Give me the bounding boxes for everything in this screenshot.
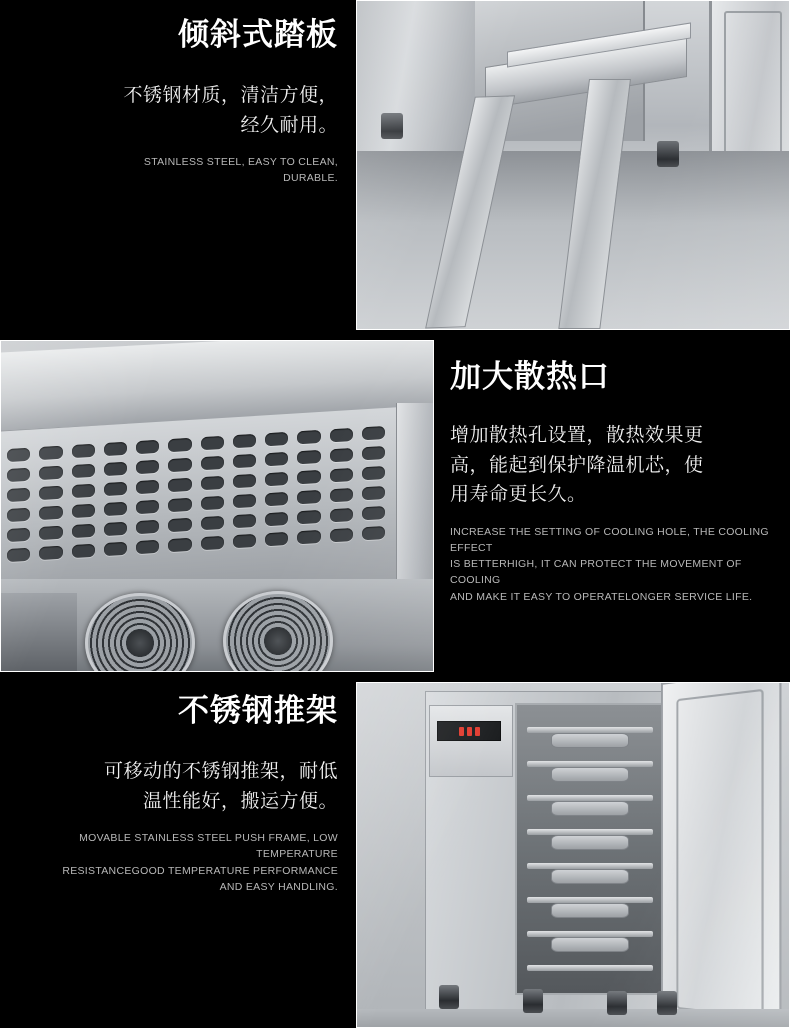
vent-slot <box>72 504 95 518</box>
vent-slot <box>233 434 256 448</box>
vent-slot <box>297 450 320 464</box>
photo3-temperature-display <box>437 721 501 741</box>
photo2-vent-slot-grid <box>7 426 385 581</box>
vent-slot <box>7 488 30 502</box>
vent-slot <box>330 508 353 522</box>
photo3-tray <box>551 801 629 816</box>
photo3-control-panel <box>429 705 513 777</box>
body-en-line-2: DURABLE. <box>283 172 338 185</box>
vent-slot <box>297 430 320 444</box>
fan-hub <box>127 630 153 656</box>
vent-slot <box>39 446 62 460</box>
vent-slot <box>104 462 127 476</box>
photo3-tray <box>551 869 629 884</box>
vent-slot <box>136 460 159 474</box>
photo3-tray <box>551 937 629 952</box>
photo3-inner-chamber <box>515 703 665 995</box>
body-en-line-3: AND EASY HANDLING. <box>219 880 338 893</box>
photo-tilted-step-plate <box>356 0 790 330</box>
vent-slot <box>168 458 191 472</box>
photo3-caster-3 <box>607 991 627 1015</box>
vent-slot <box>39 526 62 540</box>
vent-slot <box>233 514 256 528</box>
vent-slot <box>7 548 30 562</box>
vent-slot <box>362 446 385 460</box>
photo3-caster-4 <box>657 991 677 1015</box>
vent-slot <box>72 444 95 458</box>
vent-slot <box>7 448 30 462</box>
display-digit <box>475 727 480 736</box>
body-en-line-3: AND MAKE IT EASY TO OPERATELONGER SERVICE LIFE. <box>450 590 753 603</box>
vent-slot <box>265 452 288 466</box>
photo3-open-door <box>661 682 782 1028</box>
section-stainless-steel-push-frame <box>0 682 790 1028</box>
vent-slot <box>136 480 159 494</box>
vent-slot <box>297 510 320 524</box>
body-en-line-2: RESISTANCEGOOD TEMPERATURE PERFORMANCE <box>62 864 338 877</box>
vent-slot <box>233 474 256 488</box>
heading-stainless-steel-push-frame: 不锈钢推架 <box>178 693 338 728</box>
vent-slot <box>72 464 95 478</box>
vent-slot <box>362 506 385 520</box>
body-en-line-1: STAINLESS STEEL, EASY TO CLEAN, <box>143 156 338 169</box>
vent-slot <box>72 484 95 498</box>
vent-slot <box>72 544 95 558</box>
vent-slot <box>168 518 191 532</box>
body-cn-line-2: 经久耐用。 <box>240 114 338 136</box>
vent-slot <box>104 542 127 556</box>
vent-slot <box>265 512 288 526</box>
vent-slot <box>39 486 62 500</box>
vent-slot <box>7 468 30 482</box>
vent-slot <box>201 476 224 490</box>
heading-enlarged-cooling-vent: 加大散热口 <box>450 359 610 394</box>
vent-slot <box>330 448 353 462</box>
vent-slot <box>104 482 127 496</box>
vent-slot <box>362 426 385 440</box>
body-cn-line-1: 不锈钢材质，清洁方便， <box>123 85 338 107</box>
vent-slot <box>201 516 224 530</box>
text-block-stainless-steel-push-frame <box>16 692 338 895</box>
section-tilted-step-plate <box>0 0 790 340</box>
display-digit <box>459 727 464 736</box>
vent-slot <box>362 486 385 500</box>
vent-slot <box>330 428 353 442</box>
vent-slot <box>233 494 256 508</box>
body-cn-line-1: 可移动的不锈钢推架，耐低 <box>103 761 338 783</box>
vent-slot <box>201 436 224 450</box>
vent-slot <box>265 532 288 546</box>
photo1-cabinet-left <box>357 1 479 151</box>
vent-slot <box>104 522 127 536</box>
body-en-line-1: MOVABLE STAINLESS STEEL PUSH FRAME, LOW TEMPERATURE <box>79 832 338 861</box>
photo2-left-column <box>1 593 77 672</box>
body-en-line-1: INCREASE THE SETTING OF COOLING HOLE, THE COOLING EFFECT <box>450 525 769 554</box>
photo3-caster-2 <box>523 989 543 1013</box>
text-block-enlarged-cooling-vent <box>450 358 772 605</box>
vent-slot <box>104 502 127 516</box>
vent-slot <box>330 468 353 482</box>
vent-slot <box>168 498 191 512</box>
vent-slot <box>72 524 95 538</box>
vent-slot <box>297 490 320 504</box>
vent-slot <box>7 528 30 542</box>
photo3-tray <box>551 733 629 748</box>
vent-slot <box>39 466 62 480</box>
vent-slot <box>136 540 159 554</box>
body-en-line-2: IS BETTERHIGH, IT CAN PROTECT THE MOVEMENT OF COOLING <box>450 558 742 587</box>
vent-slot <box>136 440 159 454</box>
heading-tilted-step-plate: 倾斜式踏板 <box>178 17 338 52</box>
vent-slot <box>168 478 191 492</box>
vent-slot <box>330 488 353 502</box>
vent-slot <box>201 496 224 510</box>
vent-slot <box>136 520 159 534</box>
display-digit <box>467 727 472 736</box>
vent-slot <box>362 526 385 540</box>
vent-slot <box>233 534 256 548</box>
photo3-shelf <box>527 965 653 971</box>
photo3-caster-1 <box>439 985 459 1009</box>
vent-slot <box>362 466 385 480</box>
photo-push-frame <box>356 682 790 1028</box>
body-cn-line-3: 用寿命更长久。 <box>450 484 587 506</box>
body-cn-line-1: 增加散热孔设置，散热效果更 <box>450 425 704 447</box>
vent-slot <box>7 508 30 522</box>
text-block-tilted-step-plate <box>20 16 338 187</box>
body-cn-line-2: 温性能好，搬运方便。 <box>142 790 338 812</box>
vent-slot <box>201 456 224 470</box>
vent-slot <box>265 432 288 446</box>
vent-slot <box>265 492 288 506</box>
vent-slot <box>201 536 224 550</box>
fan-hub <box>265 628 291 654</box>
photo3-tray <box>551 767 629 782</box>
photo1-caster-left <box>381 113 403 139</box>
vent-slot <box>330 528 353 542</box>
vent-slot <box>104 442 127 456</box>
vent-slot <box>233 454 256 468</box>
photo-cooling-vent <box>0 340 434 672</box>
vent-slot <box>265 472 288 486</box>
vent-slot <box>168 538 191 552</box>
section-enlarged-cooling-vent <box>0 340 790 682</box>
vent-slot <box>39 546 62 560</box>
vent-slot <box>168 438 191 452</box>
vent-slot <box>39 506 62 520</box>
photo3-tray <box>551 903 629 918</box>
photo1-caster-right <box>657 141 679 167</box>
vent-slot <box>297 530 320 544</box>
photo3-floor <box>357 1009 789 1028</box>
vent-slot <box>136 500 159 514</box>
body-cn-line-2: 高，能起到保护降温机芯，使 <box>450 454 704 476</box>
vent-slot <box>297 470 320 484</box>
photo3-tray <box>551 835 629 850</box>
